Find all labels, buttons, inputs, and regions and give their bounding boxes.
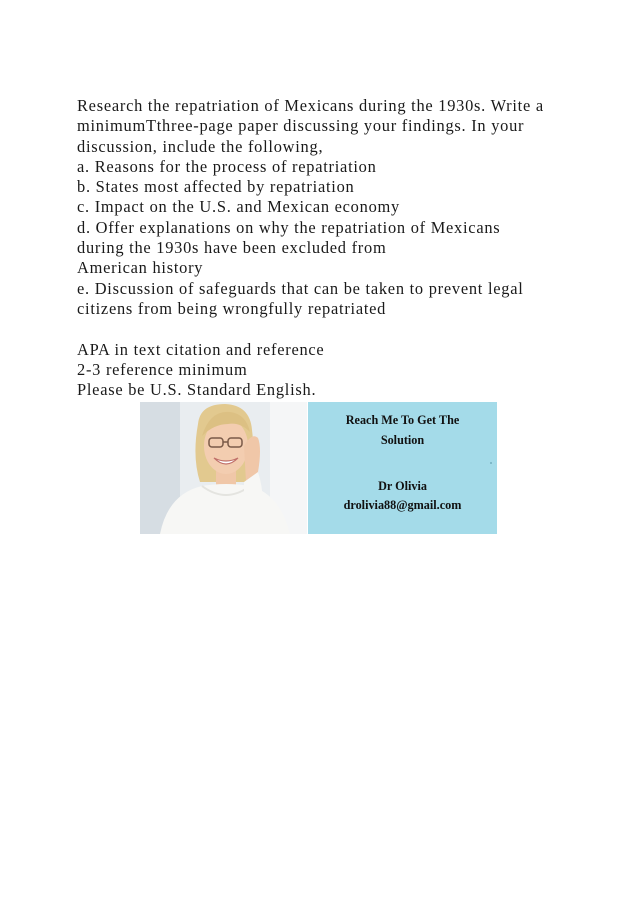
contact-name: Dr Olivia [378, 479, 427, 493]
list-item-a: a. Reasons for the process of repatriation [77, 156, 377, 176]
contact-panel [308, 402, 497, 534]
assignment-text [77, 96, 597, 400]
list-item-e: e. Discussion of safeguards that can be taken to prevent legal [77, 278, 524, 298]
list-item-d-cont: during the 1930s have been excluded from [77, 238, 387, 258]
requirement-references: 2-3 reference minimum [77, 359, 248, 379]
list-item-e-cont: citizens from being wrongfully repatriated [77, 298, 387, 318]
list-item-d: d. Offer explanations on why the repatriation of Mexicans [77, 217, 501, 237]
contact-ad-banner [140, 402, 497, 534]
list-item-b: b. States most affected by repatriation [77, 177, 355, 197]
list-item-d-cont: American history [77, 258, 204, 278]
ad-headline-cont: Solution [380, 433, 425, 447]
contact-email: drolivia88@gmail.com [343, 498, 462, 512]
list-item-c: c. Impact on the U.S. and Mexican economy [77, 197, 400, 217]
text-line: Research the repatriation of Mexicans during the 1930s. Write a [77, 96, 544, 115]
requirement-english: Please be U.S. Standard English. [77, 380, 317, 400]
paragraph-gap [77, 319, 597, 339]
decorative-dot [490, 462, 492, 464]
woman-photo [140, 402, 307, 534]
text-line: minimumTthree-page paper discussing your findings. In your [77, 116, 525, 136]
requirement-citation: APA in text citation and reference [77, 339, 325, 359]
smiling-woman-icon [140, 402, 307, 534]
text-line: discussion, include the following, [77, 136, 324, 156]
ad-headline: Reach Me To Get The [345, 413, 460, 427]
